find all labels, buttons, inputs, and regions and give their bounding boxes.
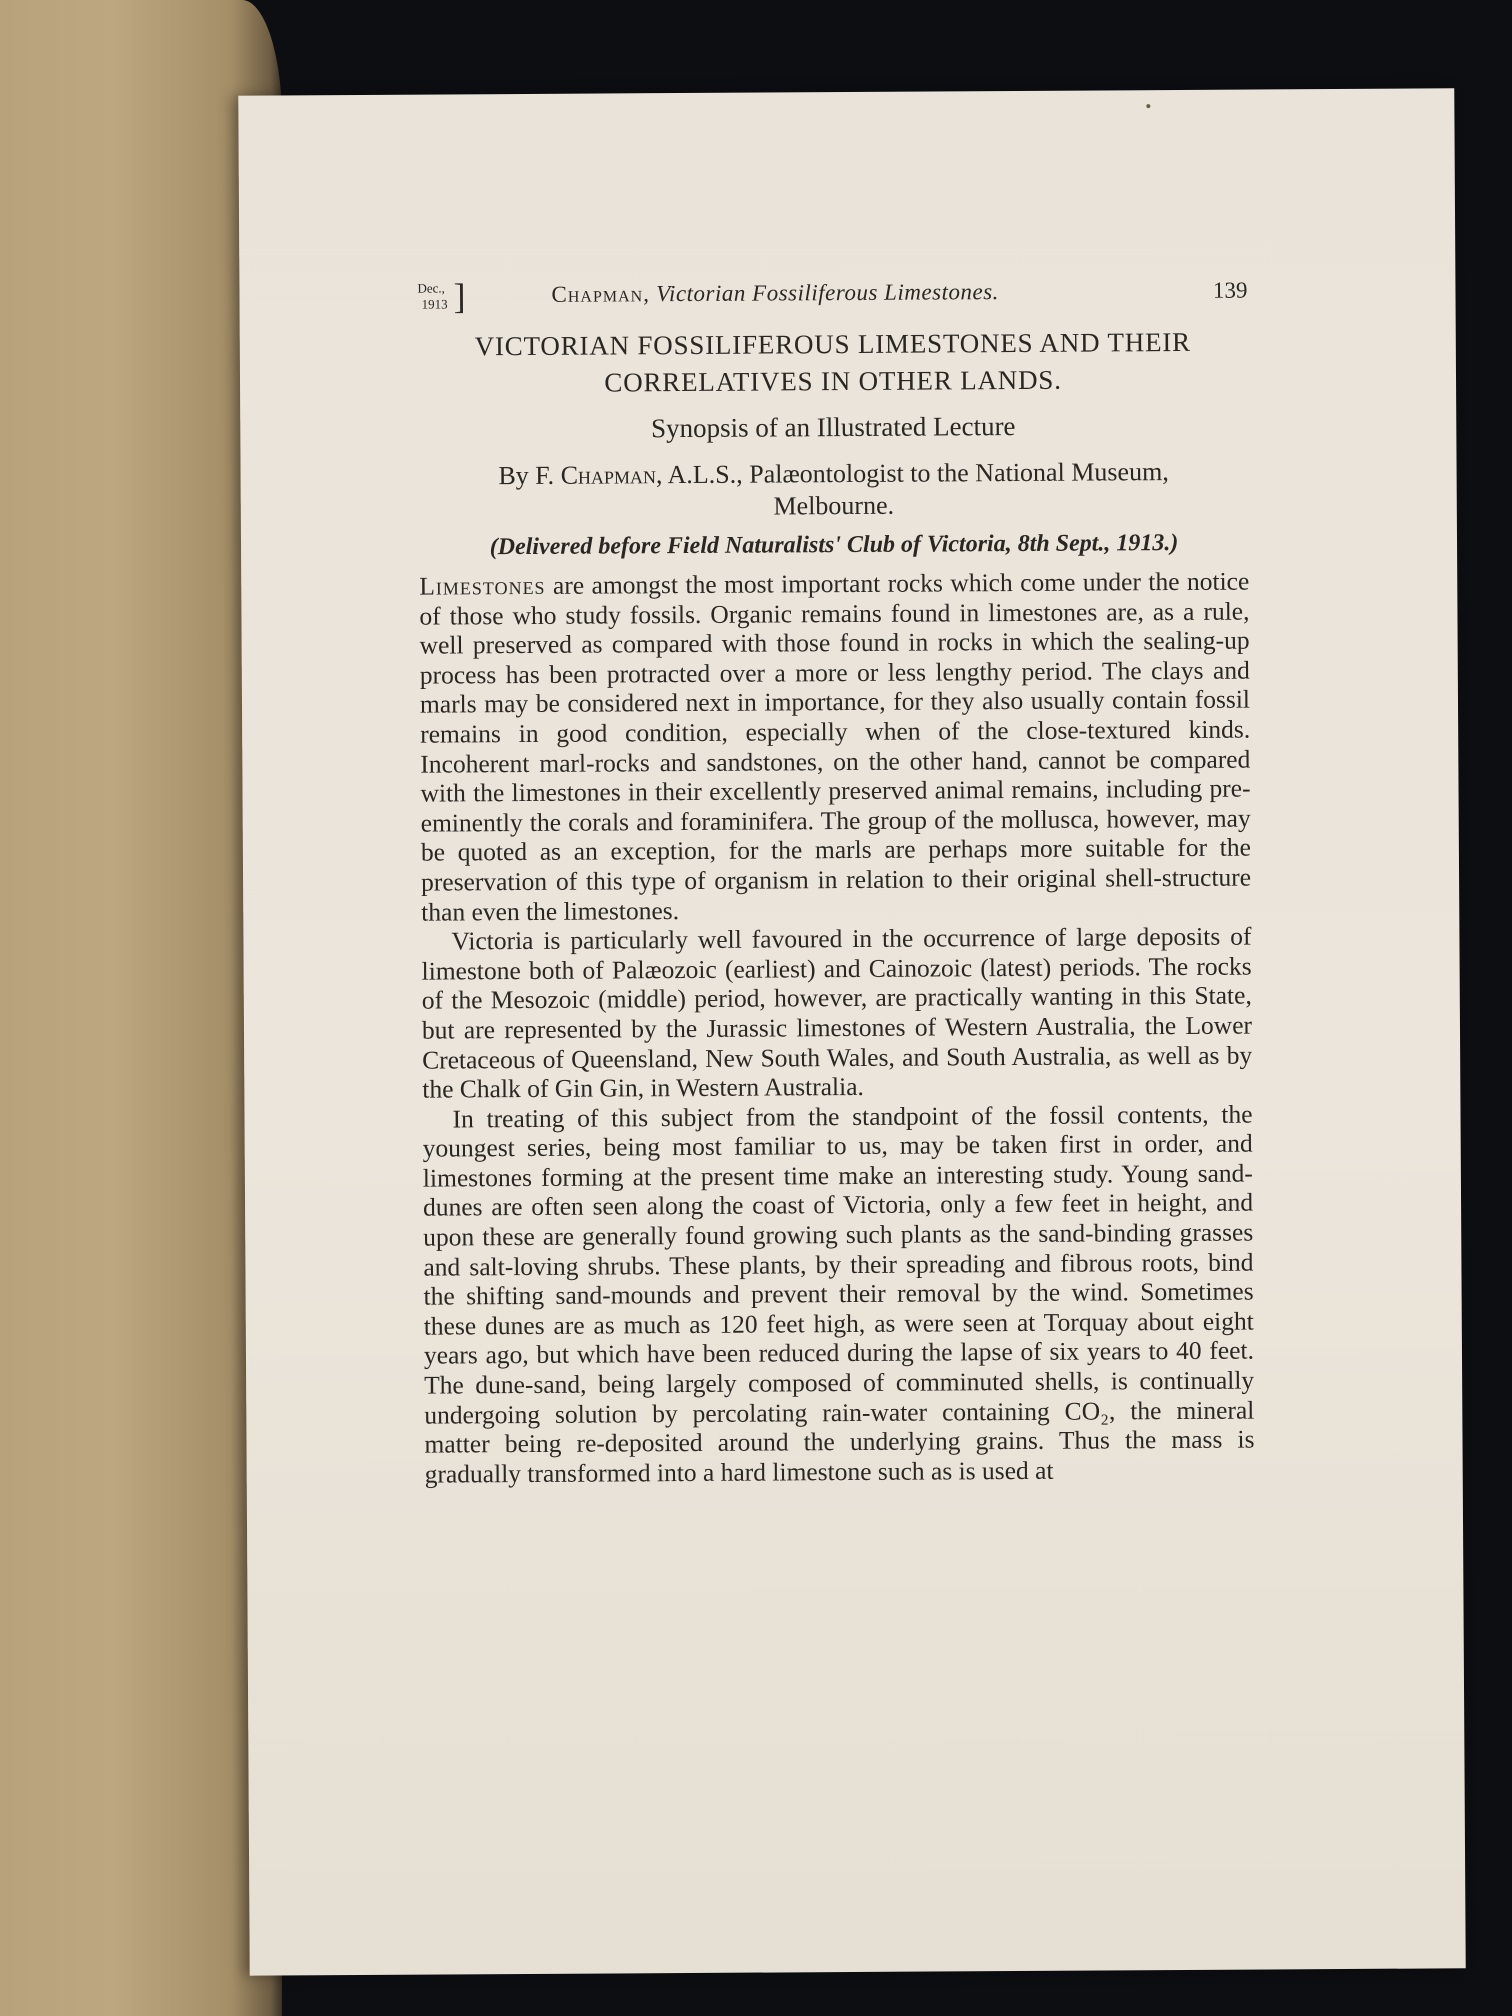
page-number: 139 [1212,277,1248,303]
running-head [417,276,1247,329]
body-paragraph-3: In treating of this subject from the standpoint of the fossil contents, the youngest series, being most familiar to us, may be taken first in order, and limestones forming at the present time make an interesting study. Young sand-dunes are often seen along the coast of Victoria, only a few feet in height, and upon these are generally found growing such plants as the sand-binding grasses and salt-loving shrubs. These plants, by their spreading and fibrous roots, bind the shifting sand-mounds and prevent their removal by the wind. Sometimes these dunes are as much as 120 feet high, as were seen at Torquay about eight years ago, but which have been reduced during the lapse of six years to 40 feet. The dune-sand, being largely composed of comminuted shells, is continually undergoing solution by percolating rain-water containing CO₂, the mineral matter being re-deposited around the underlying grains. Thus the mass is gradually transformed into a hard limestone such as is used at [422,1099,1255,1489]
article-subtitle: Synopsis of an Illustrated Lecture [650,410,1016,444]
running-journal-title: Victorian Fossiliferous Limestones. [656,279,999,307]
title-line-2: CORRELATIVES IN OTHER LANDS. [604,364,1062,398]
running-author: Chapman, [551,281,651,307]
issue-month: Dec., [417,280,445,296]
running-title [551,279,999,308]
paragraph-1-text: are amongst the most important rocks which come under the notice of those who study fossils. Organic remains found in limestones are, as a rule, well preserved as compared with those found in rocks in which the sealing-up process has been protracted over a more or less lengthy period. The clays and marls may be considered next in importance, for they also usually contain fossil remains in good condition, especially when of the close-textured kinds. Incoherent marl-rocks and sandstones, on the other hand, cannot be compared with the limestones in their excellently preserved animal remains, including pre-eminently the corals and foraminifera. The group of the mollusca, however, may be quoted as an exception, for the marls are perhaps more suitable for the preservation of this type of organism in relation to their original shell-structure than even the limestones. [419,566,1252,927]
byline-name: Chapman [560,460,657,490]
byline-location: Melbourne. [773,490,895,521]
issue-date [417,276,466,317]
paper-speck [1146,104,1150,108]
date-bracket: ] [453,276,466,317]
title-line-1: VICTORIAN FOSSILIFEROUS LIMESTONES AND THEIR [474,326,1192,362]
lead-word: Limestones [419,570,546,601]
delivery-note: (Delivered before Field Naturalists' Club of Victoria, 8th Sept., 1913.) [489,529,1179,561]
page-text [417,276,1254,1489]
issue-year: 1913 [421,296,448,312]
body-paragraph-2: Victoria is particularly well favoured in the occurrence of large deposits of limestone both of Palæozoic (earliest) and Cainozoic (latest) periods. The rocks of the Mesozoic (middle) period, however, are practically wanting in this State, but are represented by the Jurassic limestones of Western Australia, the Lower Cretaceous of Queensland, New South Wales, and South Australia, as well as by the Chalk of Gin Gin, in Western Australia. [421,921,1253,1104]
body-paragraph-1 [419,567,1251,927]
byline [419,456,1249,525]
article-title [418,324,1248,403]
byline-prefix: By F. [498,460,555,491]
document-page [238,88,1465,1975]
byline-affiliation: , A.L.S., Palæontologist to the National Museum, [655,457,1169,490]
